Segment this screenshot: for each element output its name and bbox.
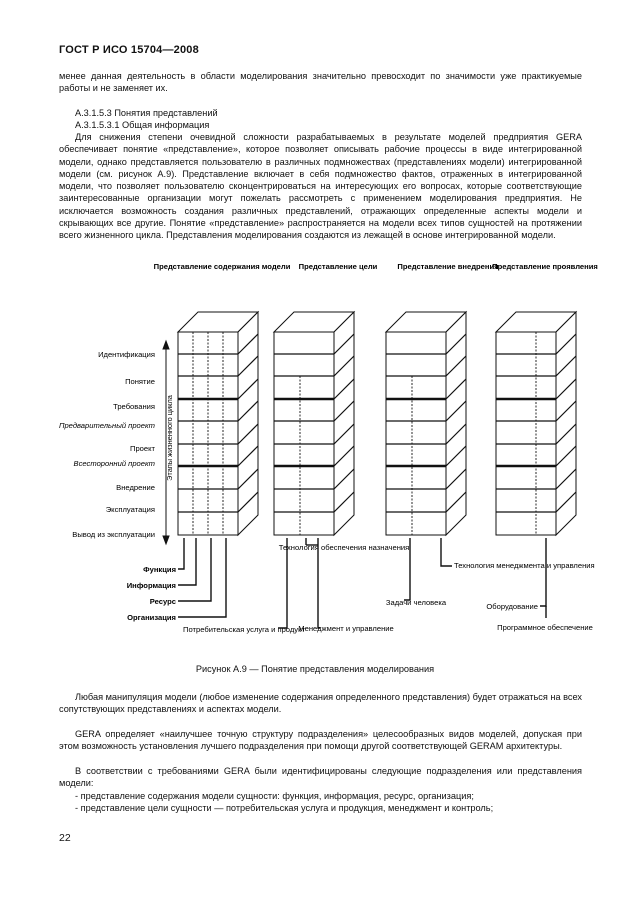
content-item-information: Информация	[126, 581, 176, 590]
manif-item-hardware: Оборудование	[486, 602, 538, 611]
phase-detailed-design: Всесторонний проект	[73, 459, 155, 468]
content-item-function: Функция	[143, 565, 176, 574]
section-heading: А.3.1.5.3 Понятия представлений	[75, 108, 218, 118]
phase-operation: Эксплуатация	[105, 505, 155, 514]
phase-concept: Понятие	[125, 377, 155, 386]
lifecycle-axis-label: Этапы жизненного цикла	[165, 395, 174, 481]
view-header-manifestation: Представление проявления	[492, 262, 598, 271]
subsection-heading: А.3.1.5.3.1 Общая информация	[75, 120, 210, 130]
purpose-item-service: Потребительская услуга и продукт	[183, 625, 305, 634]
list-item: - представление цели сущности — потребительская услуга и продукция, менеджмент и контроль;	[75, 803, 494, 814]
phase-identification: Идентификация	[98, 350, 155, 359]
phase-implementation: Внедрение	[116, 483, 155, 492]
implementation-view-stack	[386, 312, 466, 535]
document-header: ГОСТ Р ИСО 15704—2008	[59, 44, 199, 56]
phase-design: Проект	[129, 444, 155, 453]
content-item-resource: Ресурс	[149, 597, 176, 606]
content-view-stack	[178, 312, 258, 535]
content-item-organisation: Организация	[127, 613, 176, 622]
phase-requirements: Требования	[113, 402, 155, 411]
phase-decommission: Вывод из эксплуатации	[72, 530, 155, 539]
purpose-item-management: Менеджмент и управление	[298, 624, 394, 633]
paragraph-views: Для снижения степени очевидной сложности разрабатываемых в результате моделей предприятия GERA обеспечивает понятие «представление», которое позволяет описывать рабочие процессы в виде интегрированной модели, однако представляется пользователю в различных подмножествах (представлениях модели) интегрированной модели (см. рисунок А.9). Представление включает в себя подмножество фактов, отраженных в интегрированной модели, что позволяет пользователю сконцентрироваться на интересующих его вопросах, которые соответствующие заинтересованные организации могут пожелать рассмотреть с применением моделирования предприятия. Не исключается возможность создания различных представлений, отражающих определенные аспекты модели и скрывающих все другие. Понятие «представление» распространяется на модели всех типов сущностей на протяжении всего жизненного цикла. Представления моделирования создаются из лежащей в основе интегрированной модели.	[59, 132, 582, 241]
impl-item-management-technology: Технология менеджмента и управления	[454, 561, 595, 570]
list-item: - представление содержания модели сущности: функция, информация, ресурс, организация;	[75, 791, 474, 801]
paragraph-continuation: менее данная деятельность в области моделирования значительно превосходит по значимости уже практикуемые работы и не заменяет их.	[59, 71, 582, 94]
paragraph-gera-structure: GERA определяет «наилучшее точную структуру подразделения» целесообразных видов моделей, допуская при этом возможность установления лучшего подразделения при помощи другой соответствующей GERAM архитектуры.	[59, 729, 582, 752]
subdivision-list	[59, 790, 582, 815]
purpose-view-stack	[274, 312, 354, 535]
view-header-purpose: Представление цели	[298, 262, 378, 271]
page-number: 22	[59, 832, 71, 844]
phase-preliminary-design: Предварительный проект	[58, 421, 155, 430]
manif-item-software: Программное обеспечение	[497, 623, 593, 632]
purpose-item-mission-technology: Технология обеспечения назначения	[278, 543, 410, 552]
paragraph-manipulation: Любая манипуляция модели (любое изменение содержания определенного представления) будет отражаться на всех сопутствующих представлениях и аспектах модели.	[59, 692, 582, 715]
figure-caption: Рисунок А.9 — Понятие представления моделирования	[195, 664, 435, 674]
paragraph-subdivisions: В соответствии с требованиями GERA были идентифицированы следующие подразделения или представления модели:	[59, 766, 582, 789]
view-header-implementation: Представление внедрения	[397, 262, 499, 271]
view-header-content: Представление содержания модели	[153, 262, 291, 271]
impl-item-human-tasks: Задачи человека	[385, 598, 447, 607]
